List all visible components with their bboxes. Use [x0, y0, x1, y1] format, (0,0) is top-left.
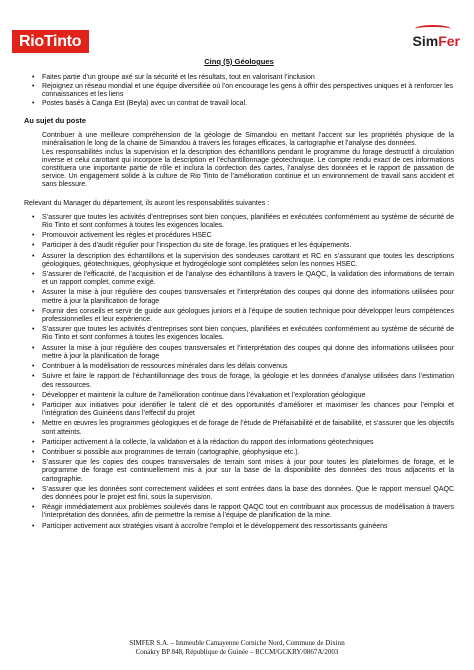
about-paragraph: Les responsabilités inclus la supervision et la description des échantillons pendant le programme du forage destructif à circulation inverse et celui carottant qui incorpore la description et l’échantillonnage géotechnique. Le compte rendu exact de ces informations constituera une importante partie de rôle et inclura la confection des cartes, l’analyse des données et le rapport de passation de service. Un engagement solide à la culture de Rio Tinto de l’amélioration continue et un environnement de travail sans accident et sans blessure. [42, 148, 454, 189]
simfer-logo-prefix: Sim [412, 33, 439, 49]
responsibility-item: • Participer aux initiatives pour identifier le talent clé et des opportunités d’améliorer et maximiser les chances pour l’emploi et l’intégration des Guinéens dans l’effectif du projet [24, 402, 454, 418]
document-body [24, 58, 454, 533]
footer-address-line: SIMFER S.A. – Immeuble Camayenne Corniche Nord, Commune de Dixinn [129, 639, 345, 647]
section-heading: Au sujet du poste [24, 116, 87, 126]
responsibility-item: • Promouvoir activement les règles et procédures HSEC [24, 232, 454, 240]
responsibility-item: • Contribuer à la modélisation de ressources minérales dans les délais convenus [24, 363, 454, 371]
responsibility-item: • Assurer la mise à jour régulière des coupes transversales et l’interprétation des coupes qui donne des informations utilisées pour mettre à jour la planification de forage [24, 345, 454, 361]
responsibility-item: • Contribuer si possible aux programmes de terrain (cartographie, géophysique etc.). [24, 449, 454, 457]
footer-registration-line: Conakry BP 848, République de Guinée – RCCM/GCKRY/0867A/2003 [135, 648, 339, 656]
responsibility-item: • Participer activement aux stratégies visant à accroître l’emploi et le développement des ressortissants guinéens [24, 523, 454, 531]
responsibilities-intro: Relevant du Manager du département, ils auront les responsabilités suivantes : [24, 199, 270, 207]
responsibilities-list [24, 214, 454, 531]
job-title: Cinq (5) Géologues [204, 57, 274, 66]
responsibility-item: • S’assurer que toutes les activités d’entreprises sont bien conçues, planifiées et exécutées conformément au système de sécurité de Rio Tinto et sont conformes à toutes les exigences locales. [24, 326, 454, 342]
responsibility-item: • Assurer la description des échantillons et la supervision des sondeuses carottant et RC en s’assurant que toutes les descriptions géologiques, géotechniques, géophysique et hydrogéologie sont complétées selon les normes HSEC. [24, 253, 454, 269]
intro-item: • Faites partie d’un groupe axé sur la sécurité et les résultats, tout en valorisant l’inclusion [24, 74, 454, 82]
responsibility-item: • Assurer la mise à jour régulière des coupes transversales et l’interprétation des coupes qui donne des informations utilisées pour mettre à jour la planification de forage [24, 289, 454, 305]
page-header [0, 0, 474, 60]
simfer-logo [413, 33, 460, 49]
responsibility-item: • S’assurer que les copies des coupes transversales de terrain sont mises à jour pour toutes les plateformes de forage, et le programme de forage est continuellement mis à jour sur la base de la disponibilité des données des trous adjacents et la cartographie. [24, 459, 454, 484]
about-paragraph: Contribuer à une meilleure compréhension de la géologie de Simandou en mettant l’accent sur les propriétés physique de la minéralisation le long de la chaine de Simandou à travers les forages efficaces, la cartographie et l’analyse des données. [42, 132, 454, 148]
responsibility-item: • Réagir immédiatement aux problèmes soulevés dans le rapport QAQC tout en contribuant aux processus de modélisation à travers l’interprétation des données, afin de permettre la remise à l’équipe de planification de la mine. [24, 504, 454, 520]
intro-list [24, 74, 454, 108]
responsibility-item: • Participer à des d’audit régulier pour l’inspection du site de forage, les pratiques et les équipements. [24, 242, 454, 250]
page-footer [0, 639, 474, 657]
simfer-logo-suffix: Fer [438, 33, 460, 49]
responsibility-item: • S’assurer que les données sont correctement validées et sont entrées dans la base des données. Que le rapport mensuel QAQC des données pour le projet est fini, sous la supervision. [24, 486, 454, 502]
responsibility-item: • S’assurer que toutes les activités d’entreprises sont bien conçues, planifiées et exécutées conformément au système de sécurité de Rio Tinto et sont conformes à toutes les exigences locales. [24, 214, 454, 230]
intro-item: • Rejoignez un réseau mondial et une équipe diversifiée où l’on encourage les gens à offrir des perspectives uniques et à renforcer les connaissances et les liens [24, 83, 454, 99]
responsibility-item: • Mettre en œuvres les programmes géologiques et de forage de l’étude de Préfaisabilité et de faisabilité, et s’assurer que les objectifs sont atteints. [24, 420, 454, 436]
rio-tinto-logo [12, 30, 89, 53]
responsibility-item: • Suivre et faire le rapport de l’échantillonnage des trous de forage, la géologie et les données d’analyse utilisées dans l’estimation des ressources. [24, 373, 454, 389]
responsibility-item: • Développer et maintenir la culture de l’amélioration continue dans l’évaluation et l’exploration géologique [24, 392, 454, 400]
responsibility-item: • Fournir des conseils et servir de guide aux géologues juniors et à l’équipe de soutien technique pour développer leurs compétences professionnelles et leur expérience. [24, 308, 454, 324]
responsibility-item: • Participer activement à la collecte, la validation et à la rédaction du rapport des informations géotechniques [24, 439, 454, 447]
responsibility-item: • S’assurer de l’efficacité, de l’acquisition et de l’analyse des échantillons à travers le QAQC, la validation des informations de terrain et un rapport complet, comme exigé. [24, 271, 454, 287]
intro-item: • Postes basés à Canga Est (Beyla) avec un contrat de travail local. [24, 100, 454, 108]
rio-tinto-logo-text: RioTinto [19, 33, 82, 50]
